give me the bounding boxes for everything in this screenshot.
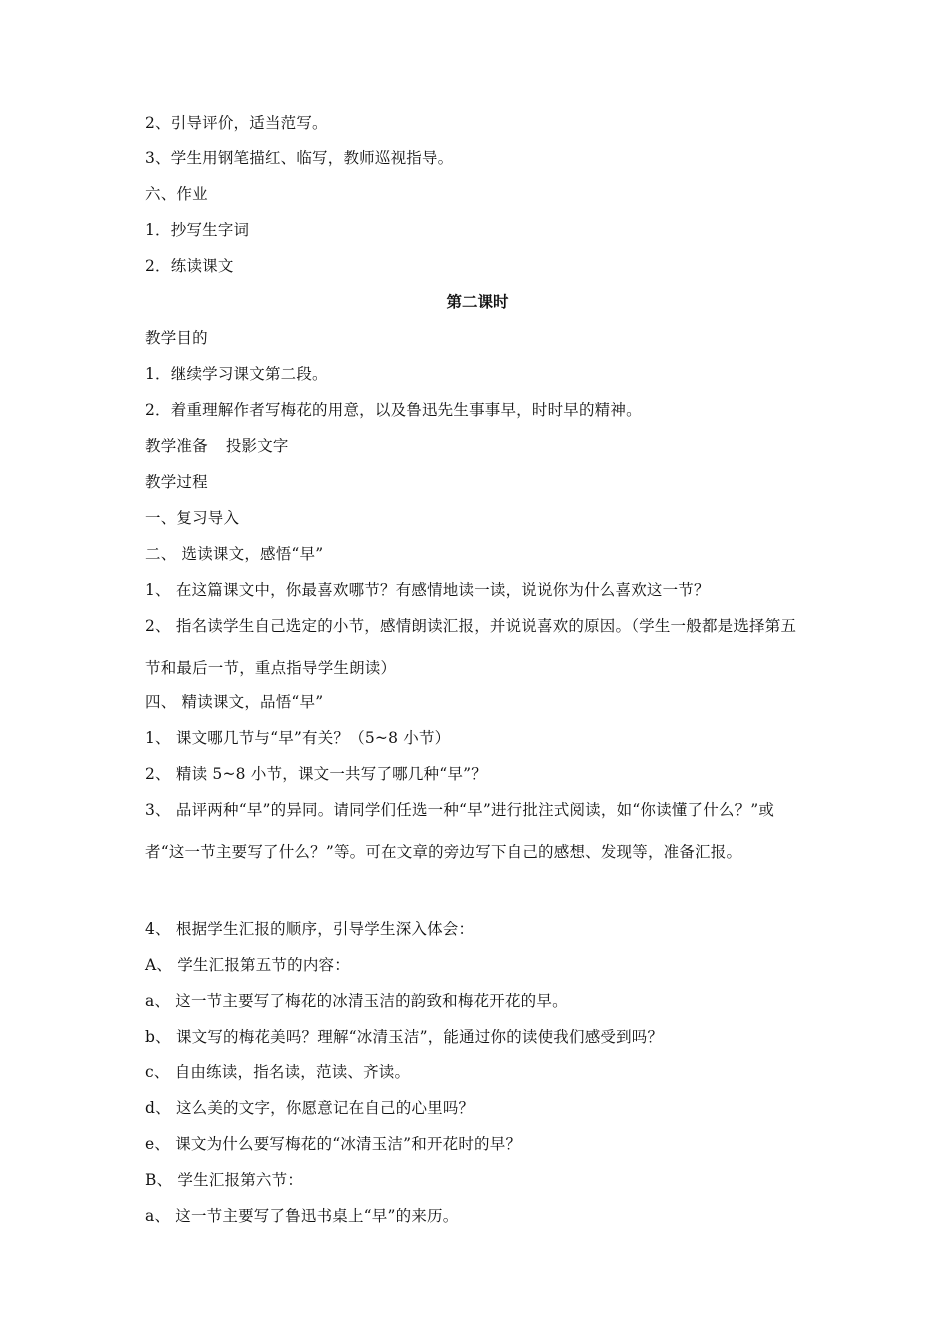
sub-item: a、 这一节主要写了梅花的冰清玉洁的韵致和梅花开花的早。 bbox=[145, 992, 568, 1010]
text-line: 2．练读课文 bbox=[145, 257, 234, 275]
list-item: 4、 根据学生汇报的顺序，引导学生深入体会： bbox=[145, 920, 475, 938]
text-line: 2、引导评价，适当范写。 bbox=[145, 114, 328, 132]
preparation-line bbox=[145, 436, 810, 456]
list-item: 1、 课文哪几节与“早”有关？（5~8 小节） bbox=[145, 729, 451, 747]
step-heading: 一、复习导入 bbox=[145, 509, 240, 527]
list-item: 1、 在这篇课文中，你最喜欢哪节？有感情地读一读，说说你为什么喜欢这一节？ bbox=[145, 581, 710, 599]
section-heading: 第二课时 bbox=[446, 292, 509, 311]
sub-item: e、 课文为什么要写梅花的“冰清玉洁”和开花时的早？ bbox=[145, 1135, 522, 1153]
process-title: 教学过程 bbox=[145, 473, 208, 491]
step-heading: 二、 选读课文，感悟“早” bbox=[145, 545, 324, 563]
subsection-title: B、 学生汇报第六节： bbox=[145, 1171, 304, 1189]
text-line: 3、学生用钢笔描红、临写，教师巡视指导。 bbox=[145, 149, 454, 167]
subsection-title: A、 学生汇报第五节的内容： bbox=[145, 956, 350, 974]
objectives-title: 教学目的 bbox=[145, 329, 208, 347]
sub-item: b、 课文写的梅花美吗？理解“冰清玉洁”，能通过你的读使我们感受到吗？ bbox=[145, 1028, 664, 1046]
text-line: 六、作业 bbox=[145, 185, 208, 203]
sub-item: d、 这么美的文字，你愿意记在自己的心里吗？ bbox=[145, 1099, 475, 1117]
sub-item: a、 这一节主要写了鲁迅书桌上“早”的来历。 bbox=[145, 1207, 459, 1225]
text-line: 1．抄写生字词 bbox=[145, 221, 250, 239]
list-item: 2、 指名读学生自己选定的小节，感情朗读汇报，并说说喜欢的原因。（学生一般都是选择第五节和最后一节，重点指导学生朗读） bbox=[145, 617, 797, 677]
step-heading: 四、 精读课文，品悟“早” bbox=[145, 693, 324, 711]
list-item: 3、 品评两种“早”的异同。请同学们任选一种“早”进行批注式阅读，如“你读懂了什么？”或者“这一节主要写了什么？”等。可在文章的旁边写下自己的感想、发现等，准备汇报。 bbox=[145, 801, 775, 861]
objective-item: 2．着重理解作者写梅花的用意，以及鲁迅先生事事早，时时早的精神。 bbox=[145, 401, 642, 419]
list-item: 2、 精读 5~8 小节，课文一共写了哪几种“早”？ bbox=[145, 765, 487, 783]
sub-item: c、 自由练读，指名读，范读、齐读。 bbox=[145, 1063, 411, 1081]
objective-item: 1．继续学习课文第二段。 bbox=[145, 365, 328, 383]
preparation-value: 投影文字 bbox=[225, 437, 289, 455]
preparation-label: 教学准备 bbox=[145, 437, 208, 455]
